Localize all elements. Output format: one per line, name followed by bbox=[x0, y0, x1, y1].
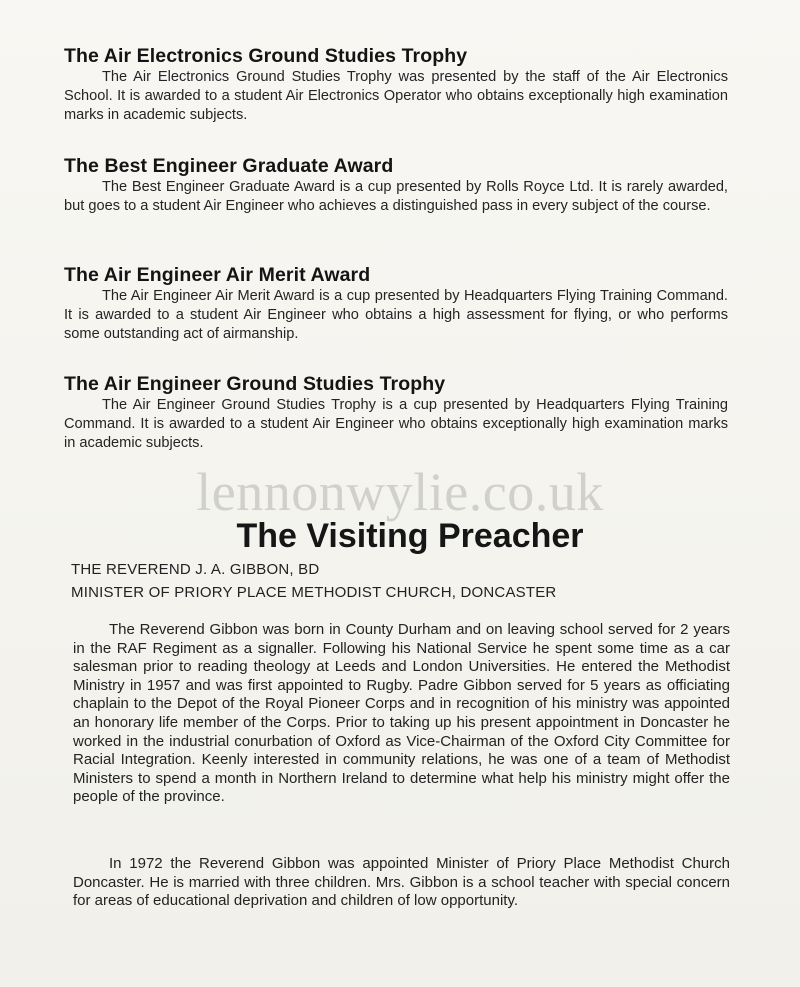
preacher-biography-paragraph: The Reverend Gibbon was born in County Durham and on leaving school served for 2 years in the RAF Regiment as a signaller. Following his National Service he spent some time as a car salesman prior to reading theology at Leeds and London Universities. He entered the Methodist Ministry in 1957 and was first appointed to Rugby. Padre Gibbon served for 5 years as officiating chaplain to the Depot of the Royal Pioneer Corps and in recognition of his ministry was appointed an honorary life member of the Corps. Prior to taking up his present appointment in Doncaster he worked in the industrial conurbation of Oxford as Vice-Chairman of the Oxford City Committee for Racial Integration. Keenly interested in community relations, he was one of a team of Methodist Ministers to spend a month in Northern Ireland to determine what help his ministry might offer the people of the province. bbox=[73, 621, 730, 806]
award-description: The Air Engineer Ground Studies Trophy is a cup presented by Headquarters Flying Training Command. It is awarded to a student Air Engineer who obtains exceptionally high examination marks in academic subjects. bbox=[64, 397, 728, 451]
award-description: The Best Engineer Graduate Award is a cup presented by Rolls Royce Ltd. It is rarely awarded, but goes to a student Air Engineer who achieves a distinguished pass in every subject of the course. bbox=[64, 179, 728, 214]
award-air-electronics-ground-studies bbox=[64, 45, 728, 125]
award-title: The Air Engineer Air Merit Award bbox=[64, 264, 371, 286]
section-heading-visiting-preacher: The Visiting Preacher bbox=[236, 517, 584, 555]
award-air-engineer-air-merit bbox=[64, 264, 728, 344]
award-description: The Air Electronics Ground Studies Trophy was presented by the staff of the Air Electronics School. It is awarded to a student Air Electronics Operator who obtains exceptionally high examination marks in academic subjects. bbox=[64, 69, 728, 123]
preacher-biography-paragraph: In 1972 the Reverend Gibbon was appointed Minister of Priory Place Methodist Church Doncaster. He is married with three children. Mrs. Gibbon is a school teacher with special concern for areas of educational deprivation and children of low opportunity. bbox=[73, 855, 730, 910]
award-best-engineer-graduate bbox=[64, 155, 728, 216]
award-title: The Best Engineer Graduate Award bbox=[64, 155, 394, 177]
award-title: The Air Engineer Ground Studies Trophy bbox=[64, 373, 446, 395]
watermark: lennonwylie.co.uk bbox=[196, 462, 604, 522]
preacher-role: MINISTER OF PRIORY PLACE METHODIST CHURCH, DONCASTER bbox=[71, 584, 557, 601]
award-title: The Air Electronics Ground Studies Trophy bbox=[64, 45, 468, 67]
award-air-engineer-ground-studies bbox=[64, 373, 728, 453]
preacher-name: THE REVEREND J. A. GIBBON, BD bbox=[71, 561, 320, 578]
award-description: The Air Engineer Air Merit Award is a cup presented by Headquarters Flying Training Command. It is awarded to a student Air Engineer who obtains a high assessment for flying, or who performs some outstanding act of airmanship. bbox=[64, 288, 728, 342]
